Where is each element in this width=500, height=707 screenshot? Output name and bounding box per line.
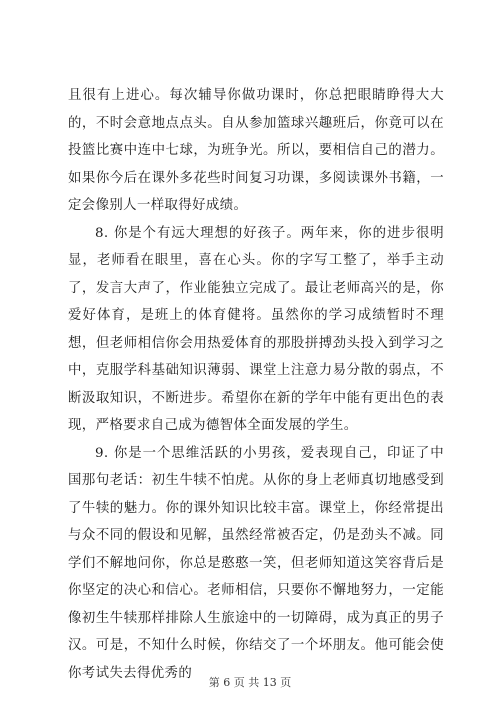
paragraph-comment-8: 8. 你是个有远大理想的好孩子。两年来，你的进步很明显，老师看在眼里，喜在心头。你的字写工整了，举手主动了，发言大声了，作业能独立完成了。最让老师高兴的是，你爱好体育，是班上的体育健将。虽然你的学习成绩暂时不理想，但老师相信你会用热爱体育的那股拼搏劲头投入到学习之中，克服学科基础知识薄弱、课堂上注意力易分散的弱点，不断汲取知识，不断进步。希望你在新的学年中能有更出色的表现，严格要求自己成为德智体全面发展的学生。 [68,225,444,433]
page-body [68,82,444,687]
paragraph-continuation: 且很有上进心。每次辅导你做功课时，你总把眼睛睁得大大的，不时会意地点点头。自从参加篮球兴趣班后，你竟可以在投篮比赛中连中七球，为班争光。所以，要相信自己的潜力。如果你今后在课外多花些时间复习功课，多阅读课外书籍，一定会像别人一样取得好成绩。 [68,88,444,213]
page-footer: 第 6 页 共 13 页 [208,676,292,689]
paragraph-comment-9: 9. 你是一个思维活跃的小男孩，爱表现自己，印证了中国那句老话：初生牛犊不怕虎。从你的身上老师真切地感受到了牛犊的魅力。你的课外知识比较丰富。课堂上，你经常提出与众不同的假设和见解，虽然经常被否定，仍是劲头不减。同学们不解地问你，你总是憨憨一笑，但老师知道这笑容背后是你坚定的决心和信心。老师相信，只要你不懈地努力，一定能像初生牛犊那样排除人生旅途中的一切障碍，成为真正的男子汉。可是，不知什么时候，你结交了一个坏朋友。他可能会使你考试失去得优秀的 [68,445,444,681]
